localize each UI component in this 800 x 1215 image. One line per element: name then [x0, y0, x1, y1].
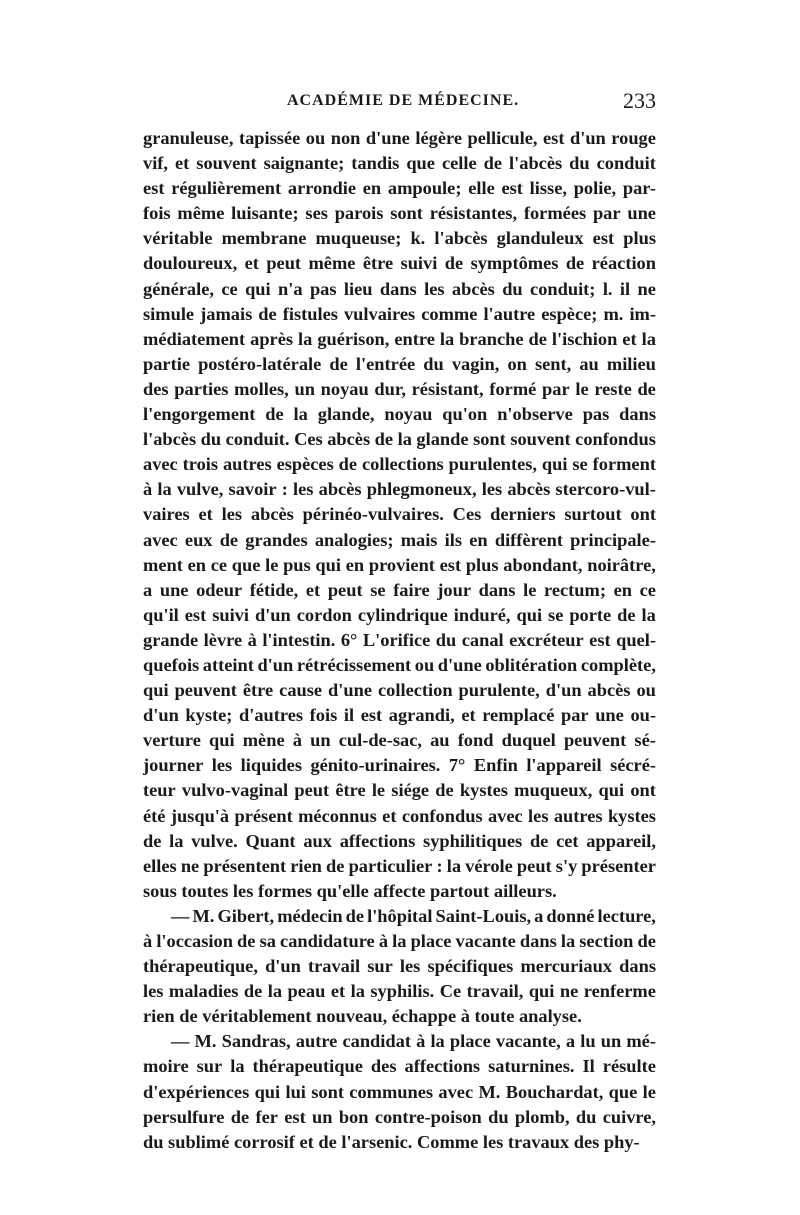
- text-line: médiatement après la guérison, entre la branche de l'ischion et la: [143, 328, 656, 349]
- text-line: qu'il est suivi d'un cordon cylindrique induré, qui se porte de la: [143, 604, 656, 625]
- text-line: grande lèvre à l'intestin. 6° L'orifice du canal excréteur est quel-: [143, 629, 656, 650]
- text-line: teur vulvo-vaginal peut être le siége de kystes muqueux, qui ont: [143, 780, 656, 801]
- text-line: des parties molles, un noyau dur, résistant, formé par le reste de: [143, 378, 656, 399]
- running-title: ACADÉMIE DE MÉDECINE.: [287, 92, 520, 109]
- text-line: l'engorgement de la glande, noyau qu'on n'observe pas dans: [143, 404, 656, 425]
- text-line: vif, et souvent saignante; tandis que celle de l'abcès du conduit: [143, 153, 656, 174]
- text-line: simule jamais de fistules vulvaires comme l'autre espèce; m. im-: [143, 303, 656, 324]
- text-line: du sublimé corrosif et de l'arsenic. Comme les travaux des phy-: [143, 1131, 640, 1152]
- page-number: 233: [623, 88, 656, 113]
- text-line: verture qui mène à un cul-de-sac, au fond duquel peuvent sé-: [143, 730, 656, 751]
- text-line: est régulièrement arrondie en ampoule; elle est lisse, polie, par-: [143, 178, 656, 199]
- text-line: quefois atteint d'un rétrécissement ou d'une oblitération complète,: [143, 654, 656, 675]
- text-line: été jusqu'à présent méconnus et confondus avec les autres kystes: [143, 805, 656, 826]
- text-line: vaires et les abcès périnéo-vulvaires. Ces derniers surtout ont: [143, 504, 656, 525]
- text-line: qui peuvent être cause d'une collection purulente, d'un abcès ou: [143, 680, 656, 701]
- text-line: a une odeur fétide, et peut se faire jour dans le rectum; en ce: [143, 579, 656, 600]
- text-line: douloureux, et peut même être suivi de symptômes de réaction: [143, 253, 656, 274]
- text-line: avec eux de grandes analogies; mais ils en diffèrent principale-: [143, 529, 656, 550]
- page-header: [143, 88, 656, 122]
- text-line: les maladies de la peau et la syphilis. Ce travail, qui ne renferme: [143, 981, 656, 1002]
- text-line: persulfure de fer est un bon contre-poison du plomb, du cuivre,: [143, 1106, 656, 1127]
- text-line: elles ne présentent rien de particulier : la vérole peut s'y présenter: [143, 855, 656, 876]
- text-line: générale, ce qui n'a pas lieu dans les abcès du conduit; l. il ne: [143, 278, 656, 299]
- text-line: sous toutes les formes qu'elle affecte partout ailleurs.: [143, 880, 557, 901]
- text-line: à l'occasion de sa candidature à la place vacante dans la section de: [143, 931, 656, 951]
- text-line: de la vulve. Quant aux affections syphilitiques de cet appareil,: [143, 830, 656, 851]
- text-line: d'expériences qui lui sont communes avec M. Bouchardat, que le: [143, 1081, 656, 1102]
- text-line: l'abcès du conduit. Ces abcès de la glande sont souvent confondus: [143, 429, 656, 450]
- text-line: journer les liquides génito-urinaires. 7° Enfin l'appareil sécré-: [143, 755, 656, 776]
- text-line: moire sur la thérapeutique des affections saturnines. Il résulte: [143, 1056, 656, 1077]
- text-line: fois même luisante; ses parois sont résistantes, formées par une: [143, 203, 656, 224]
- text-line: avec trois autres espèces de collections purulentes, qui se forment: [143, 454, 656, 475]
- body-text: [143, 126, 656, 1155]
- text-line: — M. Gibert, médecin de l'hôpital Saint-Louis, a donné lecture,: [171, 905, 656, 926]
- text-line: granuleuse, tapissée ou non d'une légère pellicule, est d'un rouge: [143, 128, 656, 148]
- text-line: thérapeutique, d'un travail sur les spécifiques mercuriaux dans: [143, 956, 656, 977]
- text-line: d'un kyste; d'autres fois il est agrandi, et remplacé par une ou-: [143, 705, 656, 726]
- text-line: partie postéro-latérale de l'entrée du vagin, on sent, au milieu: [143, 353, 656, 374]
- text-line: rien de véritablement nouveau, échappe à toute analyse.: [143, 1006, 582, 1027]
- text-line: à la vulve, savoir : les abcès phlegmoneux, les abcès stercoro-vul-: [143, 479, 656, 500]
- text-line: véritable membrane muqueuse; k. l'abcès glanduleux est plus: [143, 228, 656, 249]
- text-line: — M. Sandras, autre candidat à la place vacante, a lu un mé-: [171, 1031, 656, 1052]
- text-line: ment en ce que le pus qui en provient est plus abondant, noirâtre,: [143, 554, 656, 575]
